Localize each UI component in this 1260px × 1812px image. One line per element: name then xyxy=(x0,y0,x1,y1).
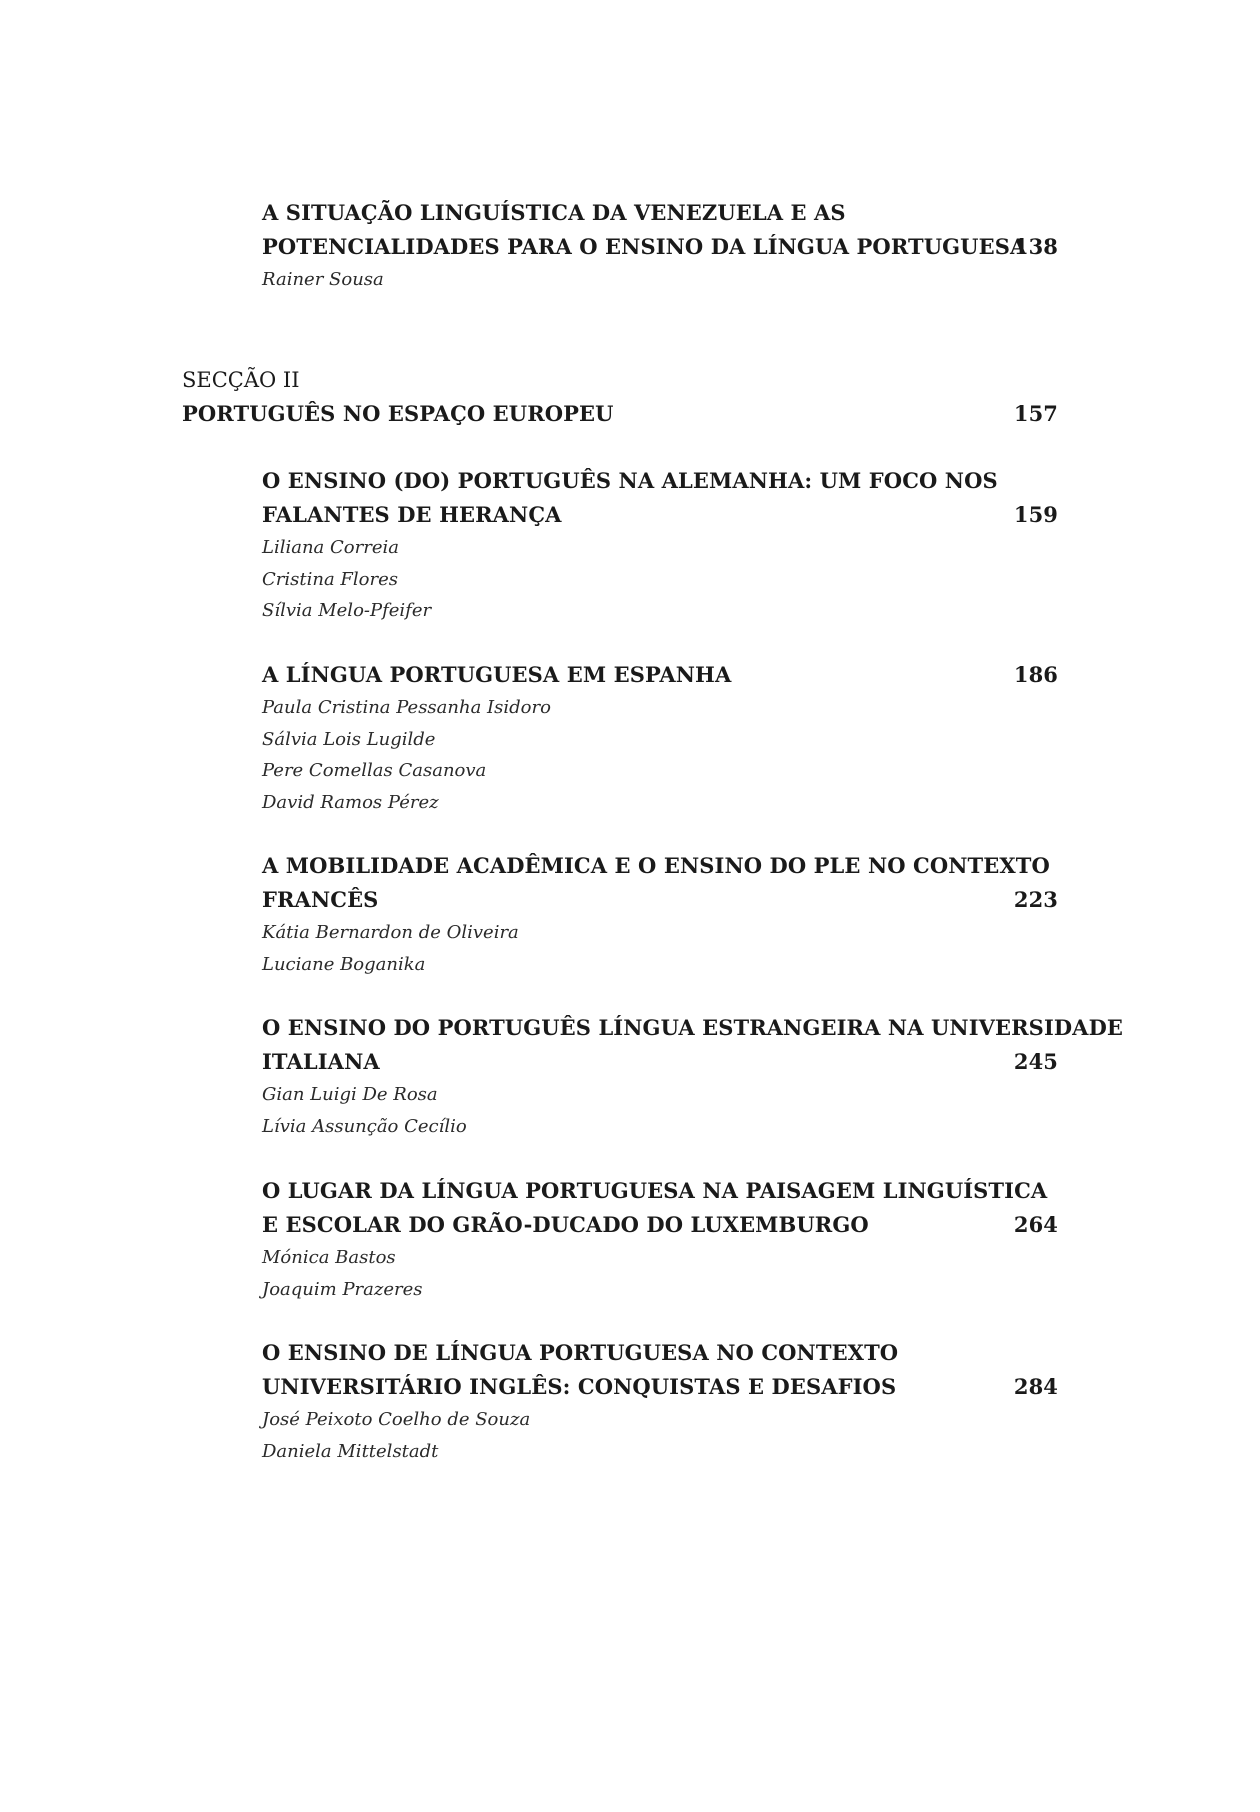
entry-title-line: A MOBILIDADE ACADÊMICA E O ENSINO DO PLE NO CONTEXTO xyxy=(262,853,1050,878)
entry-title-line: A SITUAÇÃO LINGUÍSTICA DA VENEZUELA E AS xyxy=(262,200,846,225)
section-title-line xyxy=(182,397,1058,431)
entry-author: José Peixoto Coelho de Souza xyxy=(262,1409,531,1430)
entry-title-text: FRANCÊS xyxy=(262,887,379,912)
section-label: SECÇÃO II xyxy=(182,368,300,392)
entry-author: Paula Cristina Pessanha Isidoro xyxy=(262,697,551,718)
entry-title-text: A LÍNGUA PORTUGUESA EM ESPANHA xyxy=(262,662,732,687)
entry-page-number: 159 xyxy=(1013,502,1058,527)
entry-title-line: O LUGAR DA LÍNGUA PORTUGUESA NA PAISAGEM LINGUÍSTICA xyxy=(262,1178,1048,1203)
entry-title-text: ITALIANA xyxy=(262,1049,380,1074)
entry-author: Gian Luigi De Rosa xyxy=(262,1084,438,1105)
entry-author: Liliana Correia xyxy=(262,537,399,558)
entry-page-number: 186 xyxy=(1013,662,1058,687)
toc-entry xyxy=(262,1011,1123,1142)
toc-entry xyxy=(262,658,1058,818)
toc-entry xyxy=(262,1174,1058,1305)
entry-author: Cristina Flores xyxy=(262,568,398,590)
entry-author: Pere Comellas Casanova xyxy=(262,760,487,781)
entry-page-number: 138 xyxy=(1013,234,1058,259)
entry-title-line: O ENSINO DE LÍNGUA PORTUGUESA NO CONTEXTO xyxy=(262,1340,899,1365)
entry-title-text: E ESCOLAR DO GRÃO-DUCADO DO LUXEMBURGO xyxy=(262,1212,869,1237)
section-title: PORTUGUÊS NO ESPAÇO EUROPEU xyxy=(182,401,614,426)
entry-author: Mónica Bastos xyxy=(262,1247,396,1268)
entry-title-line xyxy=(262,1045,1058,1079)
entry-author: Luciane Boganika xyxy=(262,953,426,975)
toc-entry xyxy=(262,849,1058,980)
entry-author: Daniela Mittelstadt xyxy=(262,1440,439,1462)
entry-title-text: POTENCIALIDADES PARA O ENSINO DA LÍNGUA PORTUGUESA xyxy=(262,234,1027,259)
entry-page-number: 284 xyxy=(1013,1374,1058,1399)
entry-author: David Ramos Pérez xyxy=(262,791,439,813)
entry-title-text: UNIVERSITÁRIO INGLÊS: CONQUISTAS E DESAFIOS xyxy=(262,1374,897,1399)
toc-entry xyxy=(262,464,1058,627)
entry-author: Sílvia Melo-Pfeifer xyxy=(262,600,432,621)
entry-title-line xyxy=(262,498,1058,532)
entry-title-text: FALANTES DE HERANÇA xyxy=(262,502,562,527)
entry-title-line: O ENSINO (DO) PORTUGUÊS NA ALEMANHA: UM FOCO NOS xyxy=(262,468,998,493)
entry-title-line xyxy=(262,1208,1058,1242)
entry-title-line xyxy=(262,883,1058,917)
section-page-number: 157 xyxy=(1013,401,1058,426)
entry-author: Rainer Sousa xyxy=(262,269,384,290)
entry-author: Lívia Assunção Cecílio xyxy=(262,1115,467,1137)
toc-entry xyxy=(262,196,1058,296)
entry-author: Joaquim Prazeres xyxy=(262,1278,423,1300)
toc-entry xyxy=(262,1336,1058,1467)
entry-page-number: 223 xyxy=(1013,887,1058,912)
entry-title-line: O ENSINO DO PORTUGUÊS LÍNGUA ESTRANGEIRA NA UNIVERSIDADE xyxy=(262,1015,1123,1040)
entry-title-line xyxy=(262,230,1058,264)
entry-author: Sálvia Lois Lugilde xyxy=(262,728,436,750)
entry-title-line xyxy=(262,1370,1058,1404)
entry-page-number: 245 xyxy=(1013,1049,1058,1074)
entry-page-number: 264 xyxy=(1013,1212,1058,1237)
section-header xyxy=(182,363,1058,431)
entry-title-line xyxy=(262,658,1058,692)
entry-author: Kátia Bernardon de Oliveira xyxy=(262,922,519,943)
